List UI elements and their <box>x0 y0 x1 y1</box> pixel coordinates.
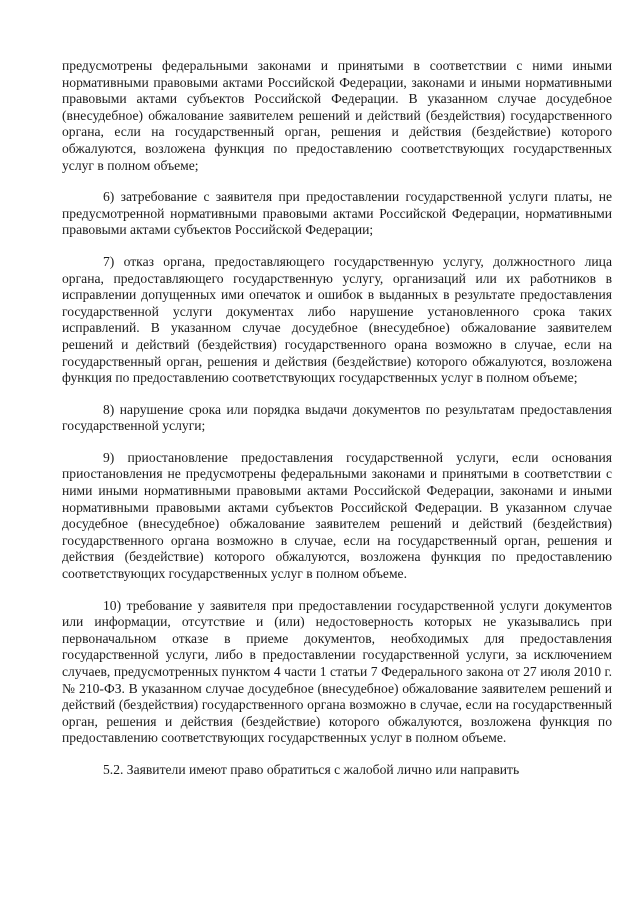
document-page <box>62 58 612 794</box>
paragraph-item-8: 8) нарушение срока или порядка выдачи документов по результатам предоставления государственной услуги; <box>62 401 612 434</box>
paragraph-item-10: 10) требование у заявителя при предоставлении государственной услуги документов или информации, отсутствие и (или) недостоверность которых не указывались при первоначальном отказе в приеме документов, необходимых для предоставления государственной услуги, либо в предоставлении государственной услуги, за исключением случаев, предусмотренных пунктом 4 части 1 статьи 7 Федерального закона от 27 июля 2010 г. № 210-ФЗ. В указанном случае досудебное (внесудебное) обжалование заявителем решений и действий (бездействия) государственного органа возможно в случае, если на государственный орган, решения и действия (бездействие) которого обжалуются, возложена функция по предоставлению соответствующих государственных услуг в полном объеме. <box>62 597 612 746</box>
paragraph-item-7: 7) отказ органа, предоставляющего государственную услугу, должностного лица органа, предоставляющего государственную услугу, организаций или их работников в исправлении допущенных ими опечаток и ошибок в выданных в результате предоставления государственной услуги документах либо нарушение установленного срока таких исправлений. В указанном случае досудебное (внесудебное) обжалование заявителем решений и действий (бездействия) государственного орана возможно в случае, если на государственный орган, решения и действия (бездействие) которого обжалуются, возложена функция по предоставлению соответствующих государственных услуг в полном объеме; <box>62 253 612 386</box>
paragraph-item-9: 9) приостановление предоставления государственной услуги, если основания приостановления не предусмотрены федеральными законами и принятыми в соответствии с ними иными нормативными правовыми актами Российской Федерации, законами и иными нормативными правовыми актами субъектов Российской Федерации. В указанном случае досудебное (внесудебное) обжалование заявителем решений и действий (бездействия) государственного органа возможно в случае, если на государственный орган, решения и действия (бездействие) которого обжалуются, возложена функция по предоставлению соответствующих государственных услуг в полном объеме. <box>62 449 612 582</box>
paragraph-section-5-2: 5.2. Заявители имеют право обратиться с жалобой лично или направить <box>103 761 520 777</box>
paragraph-item-6: 6) затребование с заявителя при предоставлении государственной услуги платы, не предусмотренной нормативными правовыми актами Российской Федерации, нормативными правовыми актами субъектов Российской Федерации; <box>62 189 612 238</box>
paragraph-continuation: предусмотрены федеральными законами и принятыми в соответствии с ними иными нормативными правовыми актами Российской Федерации, законами и иными нормативными правовыми актами субъектов Российской Федерации. В указанном случае досудебное (внесудебное) обжалование заявителем решений и действий (бездействия) государственного органа, если на государственный орган, решения и действия (бездействие) которого обжалуются, возложена функция по предоставлению соответствующих государственных услуг в полном объеме; <box>62 58 612 173</box>
